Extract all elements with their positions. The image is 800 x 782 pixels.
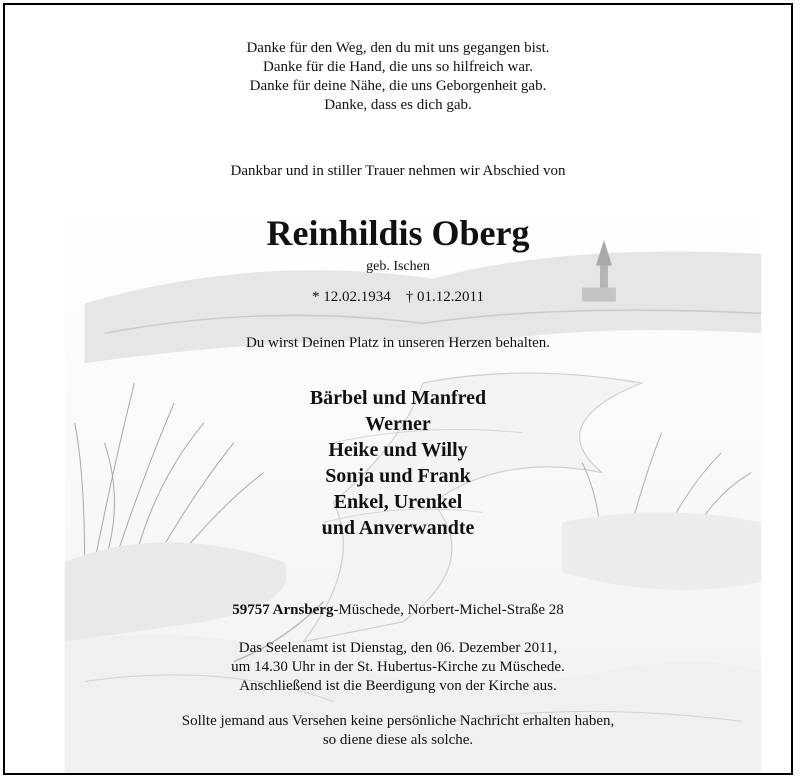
farewell-line: Dankbar und in stiller Trauer nehmen wir Abschied von (230, 163, 566, 179)
address-postal-city: 59757 Arnsberg (232, 602, 334, 618)
poem-line: Danke für den Weg, den du mit uns gegangen bist. (246, 40, 550, 56)
service-info-line: um 14.30 Uhr in der St. Hubertus-Kirche zu Müschede. (231, 659, 565, 675)
birth-name: geb. Ischen (366, 259, 430, 274)
service-info-line: Das Seelenamt ist Dienstag, den 06. Dezember 2011, (238, 640, 558, 656)
death-date: † 01.12.2011 (405, 289, 484, 305)
poem-line: Danke für die Hand, die uns so hilfreich war. (263, 59, 533, 75)
obituary-notice (3, 3, 793, 775)
birth-date: * 12.02.1934 (312, 289, 391, 305)
family-member: Sonja und Frank (325, 465, 471, 487)
family-member: und Anverwandte (321, 517, 475, 539)
family-member: Werner (365, 413, 431, 435)
family-member: Heike und Willy (328, 439, 468, 461)
family-member: Bärbel und Manfred (309, 387, 487, 409)
deceased-name: Reinhildis Oberg (266, 213, 530, 253)
life-dates (5, 288, 791, 307)
service-info-line: Anschließend ist die Beerdigung von der Kirche aus. (239, 678, 557, 694)
family-member: Enkel, Urenkel (333, 491, 463, 513)
address-line (5, 601, 791, 620)
address-street: -Müschede, Norbert-Michel-Straße 28 (333, 602, 564, 618)
notice-note-line: Sollte jemand aus Versehen keine persönliche Nachricht erhalten haben, (181, 713, 615, 729)
memorial-quote: Du wirst Deinen Platz in unseren Herzen behalten. (245, 335, 551, 351)
notice-note-line: so diene diese als solche. (322, 732, 474, 748)
poem-line: Danke, dass es dich gab. (324, 97, 472, 113)
poem-line: Danke für deine Nähe, die uns Geborgenheit gab. (249, 78, 547, 94)
